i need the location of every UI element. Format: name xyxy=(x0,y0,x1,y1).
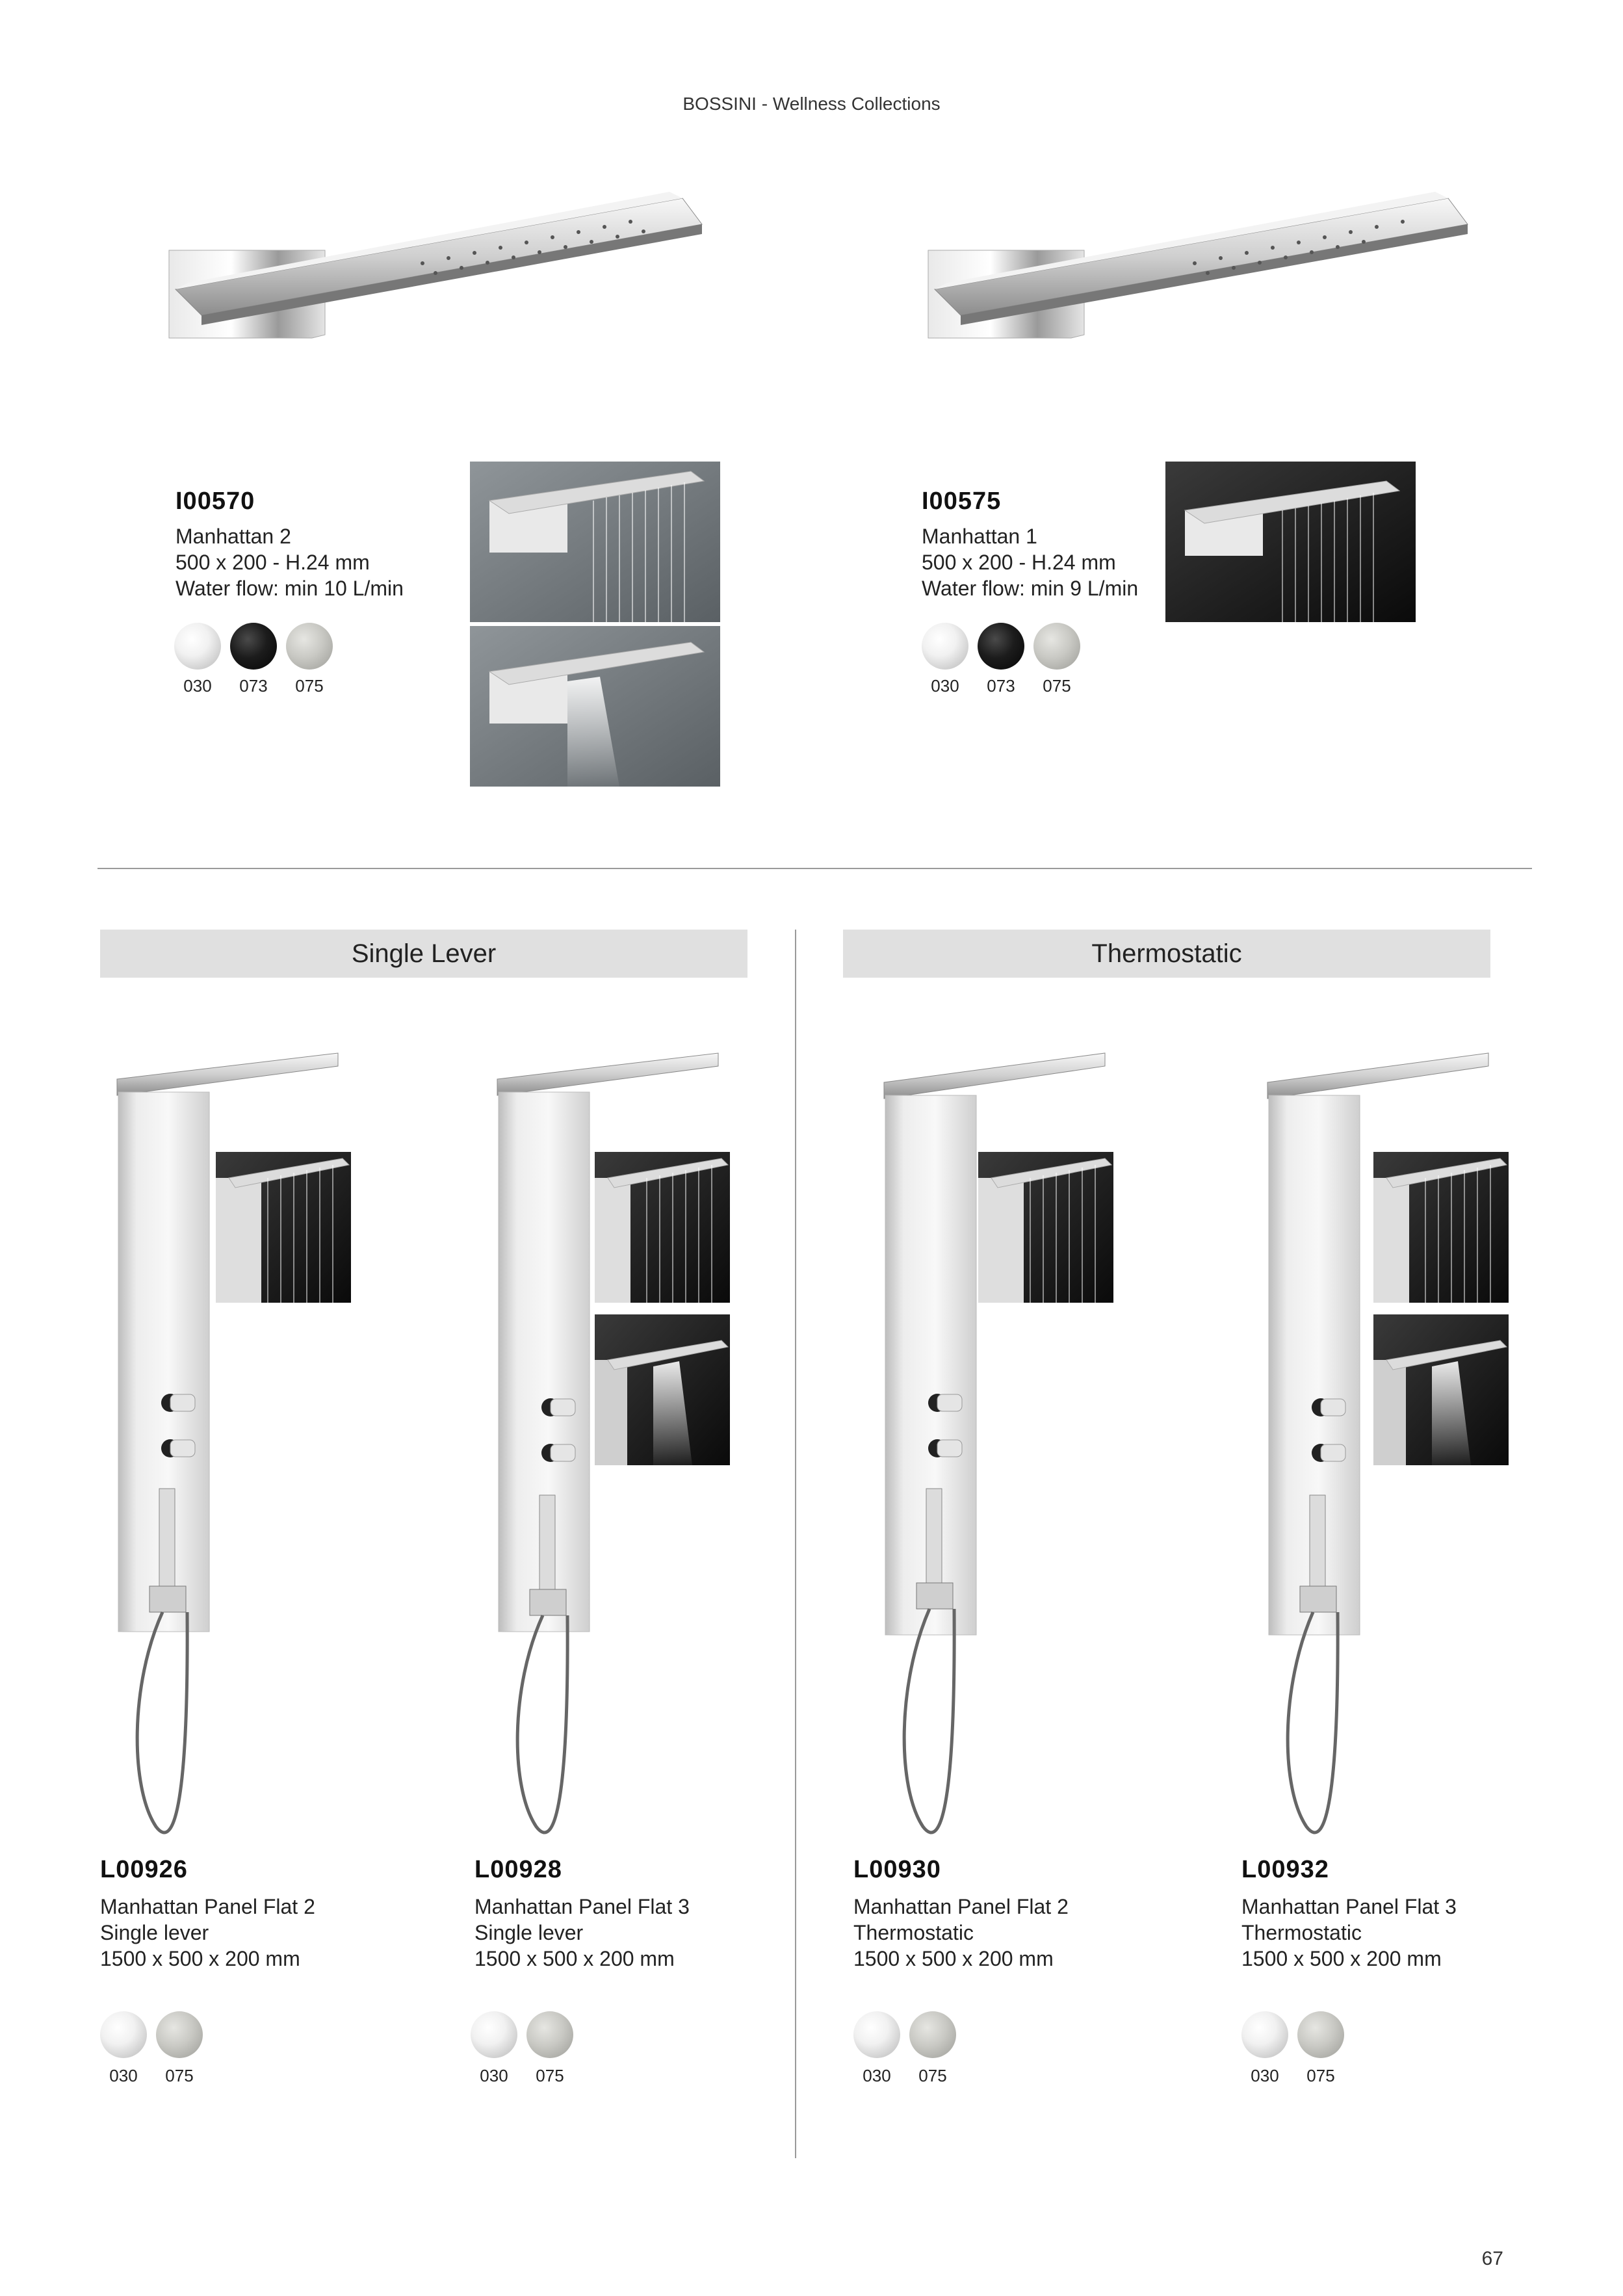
waterfall-shower-photo xyxy=(595,1314,730,1465)
product-code: I00575 xyxy=(922,488,1002,515)
product-flow: Water flow: min 10 L/min xyxy=(175,577,404,600)
product-code: I00570 xyxy=(175,488,255,515)
waterfall-shower-photo xyxy=(470,626,720,787)
finish-swatch-chrome xyxy=(922,623,968,670)
page-header: BOSSINI - Wellness Collections xyxy=(682,94,941,114)
product-size: 1500 x 500 x 200 mm xyxy=(853,1947,1054,1970)
section-divider xyxy=(97,868,1532,869)
rain-shower-photo xyxy=(216,1152,351,1303)
finish-code: 075 xyxy=(918,2066,947,2085)
finish-code: 030 xyxy=(183,676,212,696)
shower-head-manhattan-1-image xyxy=(922,185,1474,341)
rain-shower-photo xyxy=(470,462,720,622)
finish-swatch-brushed xyxy=(909,2011,956,2058)
rain-shower-photo xyxy=(595,1152,730,1303)
finish-code: 075 xyxy=(1043,676,1071,696)
product-type: Thermostatic xyxy=(853,1921,974,1944)
product-type: Single lever xyxy=(100,1921,209,1944)
finish-swatch-black xyxy=(978,623,1024,670)
finish-code: 073 xyxy=(239,676,268,696)
finish-swatch-chrome xyxy=(1241,2011,1288,2058)
product-name: Manhattan Panel Flat 2 xyxy=(853,1895,1069,1918)
finish-code: 030 xyxy=(1251,2066,1279,2085)
shower-head-manhattan-2-image xyxy=(162,185,708,341)
finish-code: 030 xyxy=(109,2066,138,2085)
rain-shower-photo xyxy=(1165,462,1416,622)
finish-swatch-black xyxy=(230,623,277,670)
finish-swatch-brushed xyxy=(156,2011,203,2058)
finish-swatch-chrome xyxy=(100,2011,147,2058)
product-code: L00932 xyxy=(1241,1856,1329,1883)
waterfall-shower-photo xyxy=(1373,1314,1509,1465)
finish-swatch-chrome xyxy=(853,2011,900,2058)
product-size: 1500 x 500 x 200 mm xyxy=(100,1947,300,1970)
finish-code: 075 xyxy=(1306,2066,1335,2085)
product-size: 500 x 200 - H.24 mm xyxy=(175,551,370,574)
finish-code: 075 xyxy=(536,2066,564,2085)
finish-swatch-brushed xyxy=(1033,623,1080,670)
section-header-thermostatic: Thermostatic xyxy=(843,930,1490,978)
finish-code: 030 xyxy=(863,2066,891,2085)
product-code: L00928 xyxy=(474,1856,562,1883)
product-size: 1500 x 500 x 200 mm xyxy=(1241,1947,1442,1970)
finish-code: 030 xyxy=(931,676,959,696)
product-name: Manhattan Panel Flat 3 xyxy=(1241,1895,1457,1918)
finish-code: 030 xyxy=(480,2066,508,2085)
finish-swatch-brushed xyxy=(286,623,333,670)
product-name: Manhattan 1 xyxy=(922,525,1037,548)
product-size: 1500 x 500 x 200 mm xyxy=(474,1947,675,1970)
product-name: Manhattan 2 xyxy=(175,525,291,548)
page-number: 67 xyxy=(1481,2248,1503,2269)
finish-code: 073 xyxy=(987,676,1015,696)
rain-shower-photo xyxy=(978,1152,1113,1303)
rain-shower-photo xyxy=(1373,1152,1509,1303)
column-divider xyxy=(795,930,796,2158)
finish-code: 075 xyxy=(165,2066,194,2085)
finish-swatch-chrome xyxy=(471,2011,517,2058)
finish-swatch-brushed xyxy=(1297,2011,1344,2058)
product-type: Thermostatic xyxy=(1241,1921,1362,1944)
product-code: L00930 xyxy=(853,1856,941,1883)
product-name: Manhattan Panel Flat 3 xyxy=(474,1895,690,1918)
finish-swatch-brushed xyxy=(526,2011,573,2058)
section-header-single-lever: Single Lever xyxy=(100,930,747,978)
finish-code: 075 xyxy=(295,676,324,696)
finish-swatch-chrome xyxy=(174,623,221,670)
product-type: Single lever xyxy=(474,1921,584,1944)
product-flow: Water flow: min 9 L/min xyxy=(922,577,1139,600)
product-size: 500 x 200 - H.24 mm xyxy=(922,551,1116,574)
product-name: Manhattan Panel Flat 2 xyxy=(100,1895,315,1918)
product-code: L00926 xyxy=(100,1856,188,1883)
